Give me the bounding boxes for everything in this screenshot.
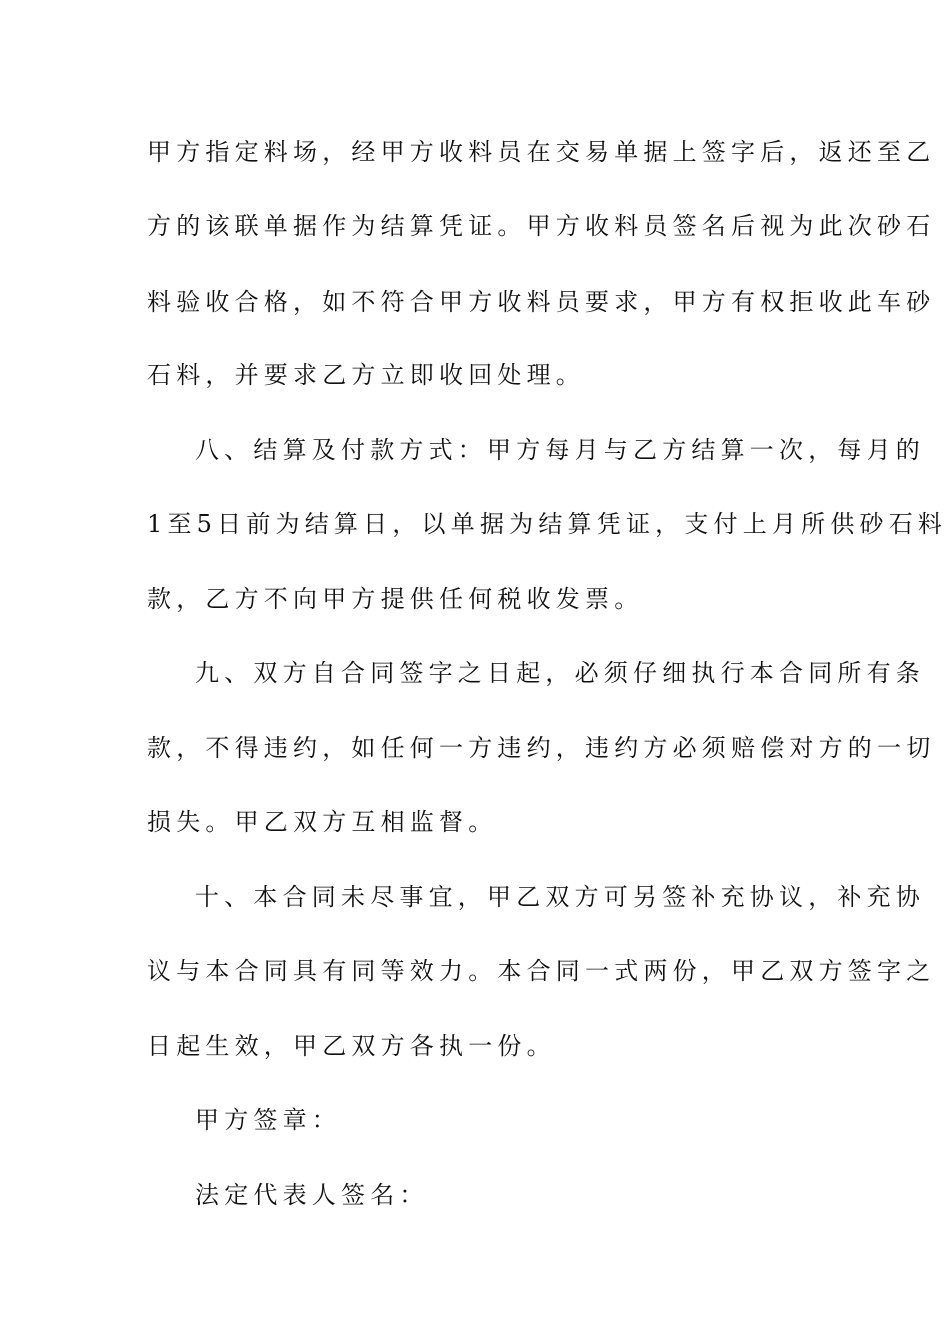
text-line-content: 九、双方自合同签字之日起，必须仔细执行本合同所有条 xyxy=(195,659,925,687)
text-line-content: 石料，并要求乙方立即收回处理。 xyxy=(147,361,585,389)
text-line-content: 日起生效，甲乙双方各执一份。 xyxy=(147,1032,556,1060)
text-line-content: 甲方指定料场，经甲方收料员在交易单据上签字后，返还至乙 xyxy=(147,138,936,166)
text-line-content: 损失。甲乙双方互相监督。 xyxy=(147,808,498,836)
text-line xyxy=(0,430,950,470)
text-line xyxy=(0,355,950,395)
text-line xyxy=(0,504,950,544)
text-line xyxy=(0,282,950,322)
legal-representative-signature-label xyxy=(0,1175,950,1215)
text-line-content: 款，不得违约，如任何一方违约，违约方必须赔偿对方的一切 xyxy=(147,734,936,762)
text-line-content: 议与本合同具有同等效力。本合同一式两份，甲乙双方签字之 xyxy=(147,957,936,985)
text-line xyxy=(0,653,950,693)
text-line-content: 甲方签章： xyxy=(195,1106,341,1134)
text-line-content: 八、结算及付款方式：甲方每月与乙方结算一次，每月的 xyxy=(195,436,925,464)
text-line-content: 款，乙方不向甲方提供任何税收发票。 xyxy=(147,585,644,613)
text-line xyxy=(0,1026,950,1066)
text-line xyxy=(0,877,950,917)
text-line-content: 1至5日前为结算日，以单据为结算凭证，支付上月所供砂石料 xyxy=(147,510,948,538)
text-line-content: 方的该联单据作为结算凭证。甲方收料员签名后视为此次砂石 xyxy=(147,212,936,240)
text-line xyxy=(0,951,950,991)
text-line xyxy=(0,728,950,768)
text-line-content: 十、本合同未尽事宜，甲乙双方可另签补充协议，补充协 xyxy=(195,883,925,911)
text-line xyxy=(0,206,950,246)
text-line-content: 法定代表人签名： xyxy=(195,1181,429,1209)
text-line xyxy=(0,132,950,172)
text-line-content: 料验收合格，如不符合甲方收料员要求，甲方有权拒收此车砂 xyxy=(147,288,936,316)
party-a-seal-label xyxy=(0,1100,950,1140)
text-line xyxy=(0,579,950,619)
text-line xyxy=(0,802,950,842)
